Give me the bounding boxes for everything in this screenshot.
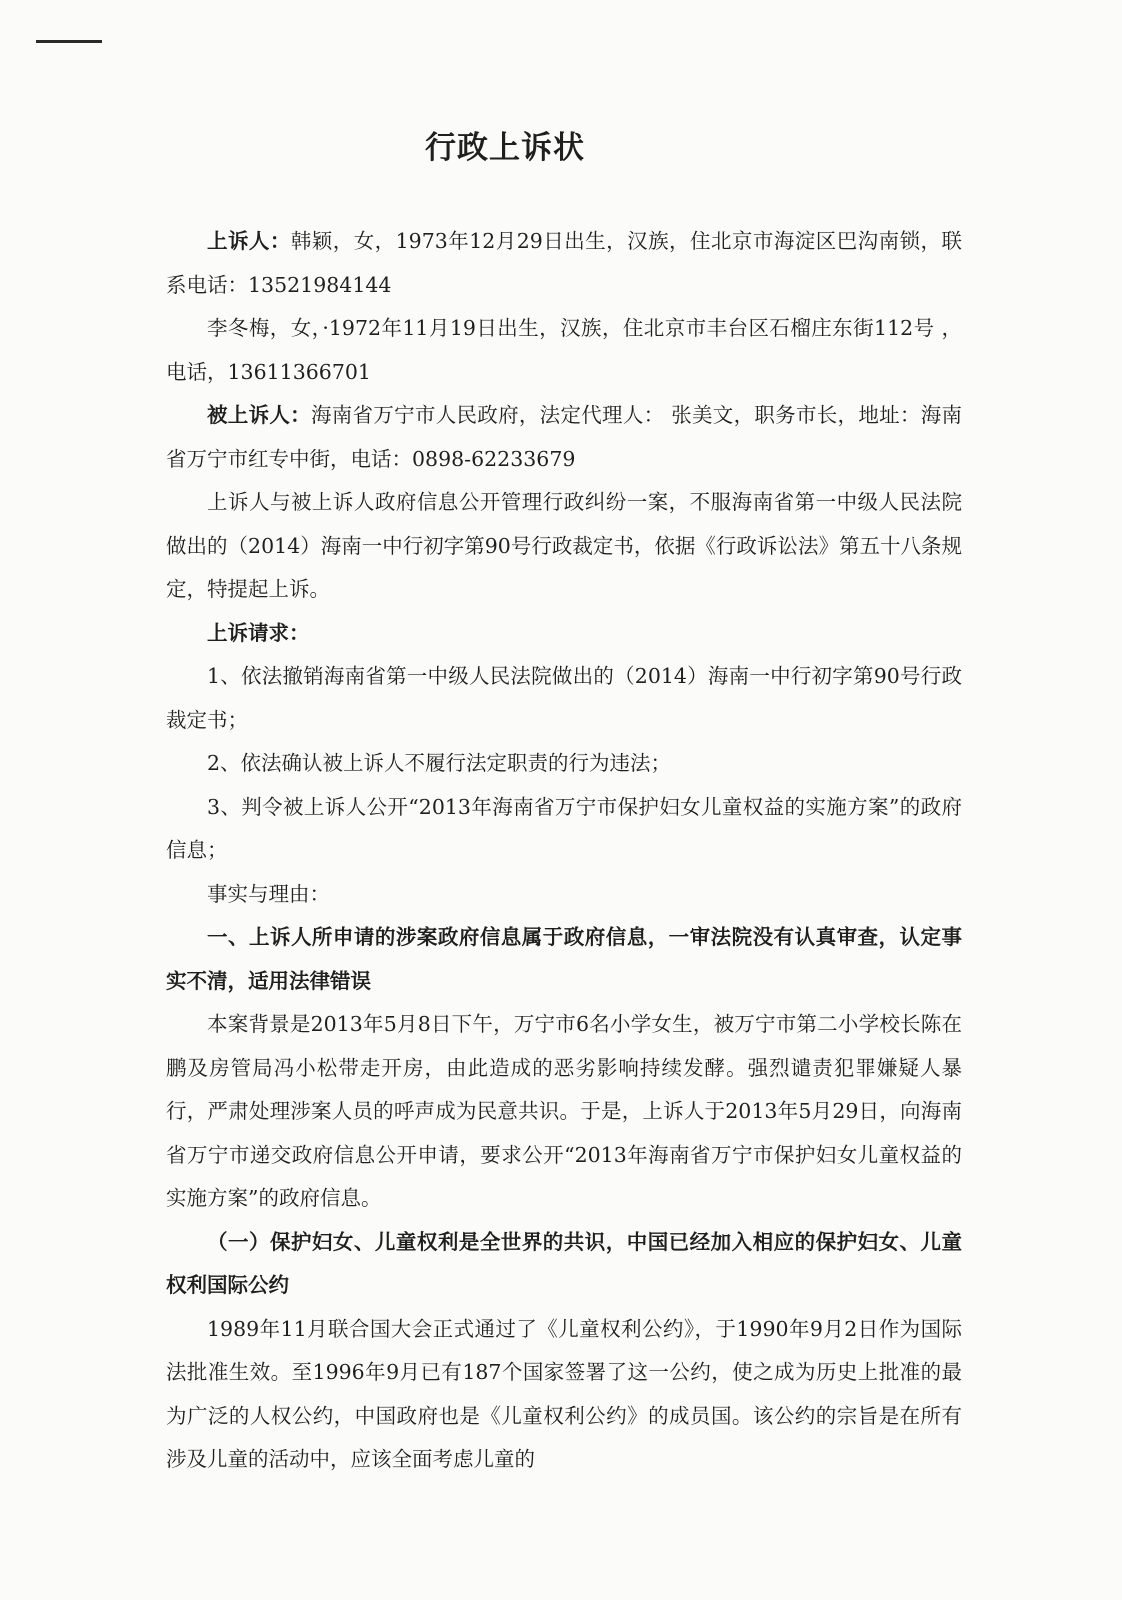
convention-paragraph: 1989年11月联合国大会正式通过了《儿童权利公约》，于1990年9月2日作为国际法批准生效。至1996年9月已有187个国家签署了这一公约，使之成为历史上批准的最为广泛的人权公约，中国政府也是《儿童权利公约》的成员国。该公约的宗旨是在所有涉及儿童的活动中，应该全面考虑儿童的	[166, 1316, 962, 1471]
respondent-label: 被上诉人：	[207, 403, 311, 427]
request-item-2: 2、依法确认被上诉人不履行法定职责的行为违法；	[207, 751, 672, 775]
request-item-3: 3、判令被上诉人公开“2013年海南省万宁市保护妇女儿童权益的实施方案”的政府信息；	[166, 794, 962, 862]
requests-heading: 上诉请求：	[207, 620, 310, 645]
subsection1-heading: （一）保护妇女、儿童权利是全世界的共识，中国已经加入相应的保护妇女、儿童权利国际公约	[166, 1229, 962, 1297]
facts-heading: 事实与理由：	[207, 881, 330, 906]
appellant-paragraph	[166, 220, 962, 307]
appellant-text: 韩颖，女，1973年12月29日出生，汉族，住北京市海淀区巴沟南锁，联系电话：13521984144	[166, 229, 963, 297]
page-corner-mark	[36, 40, 102, 43]
intro-paragraph: 上诉人与被上诉人政府信息公开管理行政纠纷一案，不服海南省第一中级人民法院做出的（2014）海南一中行初字第90号行政裁定书，依据《行政诉讼法》第五十八条规定，特提起上诉。	[166, 490, 962, 601]
section1-heading: 一、上诉人所申请的涉案政府信息属于政府信息，一审法院没有认真审查，认定事实不清，适用法律错误	[166, 925, 962, 993]
background-paragraph: 本案背景是2013年5月8日下午，万宁市6名小学女生，被万宁市第二小学校长陈在鹏及房管局冯小松带走开房，由此造成的恶劣影响持续发酵。强烈谴责犯罪嫌疑人暴行，严肃处理涉案人员的呼声成为民意共识。于是，上诉人于2013年5月29日，向海南省万宁市递交政府信息公开申请，要求公开“2013年海南省万宁市保护妇女儿童权益的实施方案”的政府信息。	[166, 1012, 962, 1210]
document-title: 行政上诉状	[425, 130, 585, 166]
respondent-paragraph	[166, 394, 962, 481]
respondent-text: 海南省万宁市人民政府，法定代理人： 张美文，职务市长，地址：海南省万宁市红专中街，电话：0898-62233679	[166, 403, 963, 471]
appellant2-paragraph: 李冬梅，女，·1972年11月19日出生，汉族，住北京市丰台区石榴庄东街112号 ，电话，13611366701	[166, 316, 962, 384]
document-body	[166, 220, 962, 1482]
request-item-1: 1、依法撤销海南省第一中级人民法院做出的（2014）海南一中行初字第90号行政裁定书；	[166, 664, 962, 732]
appellant-label: 上诉人：	[207, 229, 291, 253]
